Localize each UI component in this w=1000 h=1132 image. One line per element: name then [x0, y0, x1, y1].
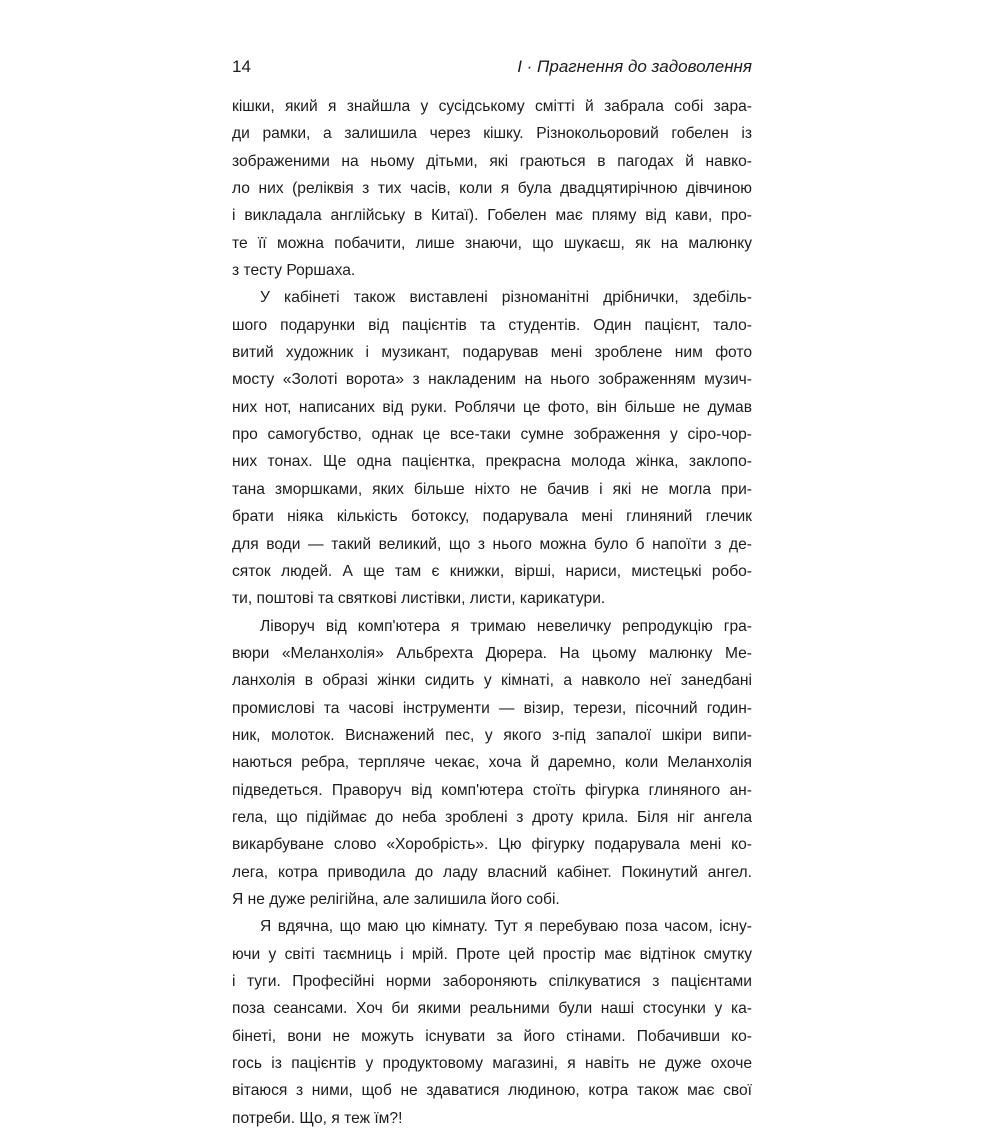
text-line: промислові та часові інструменти — візир, терези, пісочний годин- [232, 699, 752, 717]
paragraph [232, 613, 752, 914]
text-line: гела, що підіймає до неба зроблені з дроту крила. Біля ніг ангела [232, 808, 752, 826]
paragraph [232, 93, 752, 284]
text-line: Ліворуч від комп'ютера я тримаю невеличку репродукцію гра- [260, 617, 752, 635]
text-line: і викладала англійську в Китаї). Гобелен має пляму від кави, про- [232, 207, 752, 225]
text-line: підведеться. Праворуч від комп'ютера стоїть фігурка глиняного ан- [232, 781, 752, 799]
text-line: викарбуване слово «Хоробрість». Цю фігурку подарувала мені ко- [232, 836, 752, 854]
text-line: наються ребра, терпляче чекає, хоча й даремно, коли Меланхолія [232, 754, 752, 772]
text-line: шого подарунки від пацієнтів та студентів. Один пацієнт, тало- [232, 316, 752, 334]
text-line: тана зморшками, яких більше ніхто не бачив і які не могла при- [232, 480, 752, 498]
text-line: них нот, написаних від руки. Роблячи це фото, він більше не думав [232, 398, 752, 416]
text-line: лега, котра приводила до ладу власний кабінет. Покинутий ангел. [232, 863, 752, 881]
page-number: 14 [232, 57, 251, 76]
text-line: поза сеансами. Хоч би якими реальними були наші стосунки у ка- [232, 1000, 752, 1018]
text-line: те її можна побачити, лише знаючи, що шукаєш, як на малюнку [232, 234, 752, 252]
text-line: ланхолія в образі жінки сидить у кімнаті, а навколо неї занедбані [232, 672, 752, 690]
section-title: I · Прагнення до задоволення [517, 57, 752, 76]
text-line: Я вдячна, що маю цю кімнату. Тут я перебуваю поза часом, існу- [260, 918, 752, 936]
text-line: ди рамки, а залишила через кішку. Різнокольоровий гобелен із [232, 125, 752, 143]
text-line: кішки, який я знайшла у сусідському смітті й забрала собі зара- [232, 98, 752, 115]
text-line: і туги. Професійні норми забороняють спілкуватися з пацієнтами [232, 973, 752, 990]
text-line: ло них (реліквія з тих часів, коли я була двадцятирічною дівчиною [232, 180, 752, 198]
text-line: вітаюся з ними, щоб не здаватися людиною, котра також має свої [232, 1082, 752, 1100]
text-line: витий художник і музикант, подарував мені зроблене ним фото [232, 344, 752, 362]
running-head [232, 55, 752, 79]
paragraph [232, 913, 752, 1132]
text-line: У кабінеті також виставлені різноманітні дрібнички, здебіль- [260, 289, 752, 307]
body-text [232, 93, 752, 1132]
text-line: про самогубство, однак це все-таки сумне зображення у сіро-чор- [232, 426, 752, 444]
text-line: ник, молоток. Виснажений пес, у якого з-під запалої шкіри випи- [232, 726, 752, 744]
text-line: гось із пацієнтів у продуктовому магазині, я навіть не дуже охоче [232, 1055, 752, 1073]
text-line: сяток людей. А ще там є книжки, вірші, нариси, мистецькі робо- [232, 562, 752, 580]
text-line: мосту «Золоті ворота» з накладеним на нього зображенням музич- [232, 371, 752, 389]
text-line: з тесту Роршаха. [232, 262, 356, 280]
text-line: ти, поштові та святкові листівки, листи, карикатури. [232, 590, 606, 608]
paragraph [232, 284, 752, 612]
text-line: них тонах. Ще одна пацієнтка, прекрасна молода жінка, заклопо- [232, 453, 752, 471]
text-line: вюри «Меланхолія» Альбрехта Дюрера. На цьому малюнку Ме- [232, 644, 752, 662]
text-line: потреби. Що, я теж їм?! [232, 1109, 403, 1127]
text-line: бінеті, вони не можуть існувати за його стінами. Побачивши ко- [232, 1027, 752, 1045]
text-line: зображеними на ньому дітьми, які граються в пагодах й навко- [232, 152, 752, 170]
text-line: брати ніяка кількість ботоксу, подарувала мені глиняний глечик [232, 508, 752, 526]
text-line: ючи у світі таємниць і мрій. Проте цей простір має відтінок смутку [232, 945, 752, 963]
text-line: для води — такий великий, що з нього можна було б напоїти з де- [232, 535, 752, 553]
text-line: Я не дуже релігійна, але залишила його собі. [232, 890, 560, 908]
